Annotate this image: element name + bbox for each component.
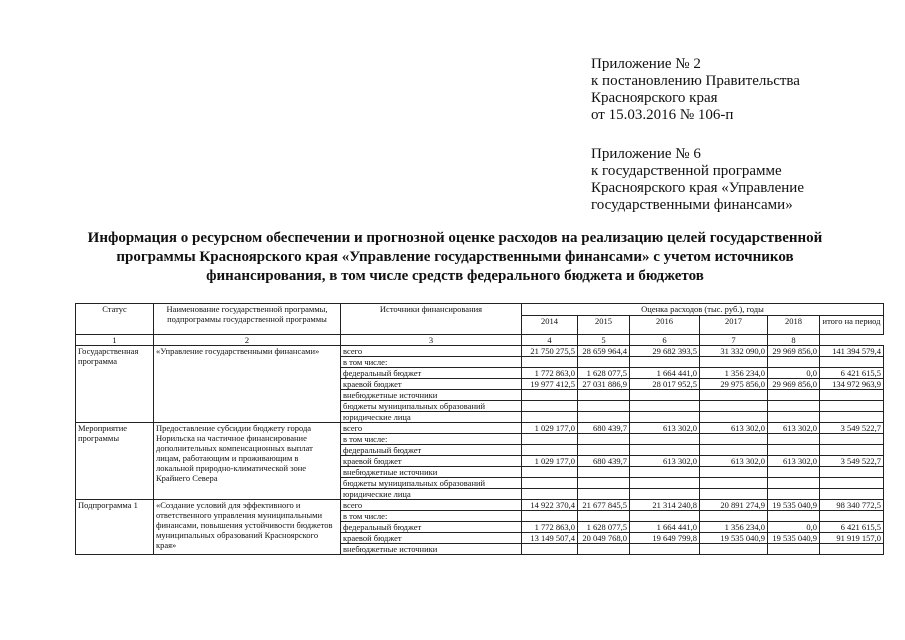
appendix-2-block [591, 56, 891, 124]
appendix-6-line: государственными финансами» [591, 197, 793, 213]
amount-cell [768, 401, 820, 412]
appendix-6-line: Приложение № 6 [591, 146, 701, 162]
total-cell: 141 394 579,4 [820, 346, 884, 357]
amount-cell [522, 401, 578, 412]
column-number: 2 [154, 335, 341, 346]
amount-cell: 21 750 275,5 [522, 346, 578, 357]
source-cell: всего [341, 423, 522, 434]
amount-cell: 613 302,0 [630, 456, 700, 467]
amount-cell [578, 467, 630, 478]
amount-cell [522, 489, 578, 500]
header-year-2018: 2018 [768, 316, 820, 335]
amount-cell: 0,0 [768, 522, 820, 533]
source-cell: в том числе: [341, 434, 522, 445]
header-status: Статус [76, 304, 154, 335]
amount-cell: 1 628 077,5 [578, 522, 630, 533]
amount-cell [630, 489, 700, 500]
amount-cell [630, 511, 700, 522]
amount-cell [630, 434, 700, 445]
amount-cell: 29 975 856,0 [700, 379, 768, 390]
total-cell [820, 478, 884, 489]
amount-cell [768, 478, 820, 489]
appendix-2-line: Красноярского края [591, 90, 718, 106]
source-cell: всего [341, 346, 522, 357]
amount-cell: 1 356 234,0 [700, 368, 768, 379]
amount-cell: 31 332 090,0 [700, 346, 768, 357]
amount-cell: 1 029 177,0 [522, 456, 578, 467]
amount-cell [578, 401, 630, 412]
amount-cell: 20 891 274,9 [700, 500, 768, 511]
source-cell: краевой бюджет [341, 533, 522, 544]
source-cell: краевой бюджет [341, 456, 522, 467]
amount-cell: 19 535 040,9 [768, 500, 820, 511]
total-cell [820, 357, 884, 368]
source-cell: внебюджетные источники [341, 390, 522, 401]
amount-cell: 19 535 040,9 [700, 533, 768, 544]
heading-line: финансирования, в том числе средств федерального бюджета и бюджетов [206, 268, 704, 284]
source-cell: всего [341, 500, 522, 511]
total-cell [820, 544, 884, 555]
total-cell: 6 421 615,5 [820, 522, 884, 533]
amount-cell [578, 544, 630, 555]
amount-cell: 27 031 886,9 [578, 379, 630, 390]
amount-cell [700, 390, 768, 401]
amount-cell [768, 544, 820, 555]
amount-cell [522, 434, 578, 445]
amount-cell [578, 412, 630, 423]
amount-cell: 14 922 370,4 [522, 500, 578, 511]
amount-cell [700, 489, 768, 500]
source-cell: юридические лица [341, 489, 522, 500]
column-number: 5 [578, 335, 630, 346]
amount-cell [630, 401, 700, 412]
total-cell [820, 445, 884, 456]
amount-cell: 1 664 441,0 [630, 368, 700, 379]
header-sources: Источники финансирования [341, 304, 522, 335]
amount-cell [768, 390, 820, 401]
appendix-2-line: от 15.03.2016 № 106-п [591, 107, 734, 123]
source-cell: бюджеты муниципальных образований [341, 478, 522, 489]
amount-cell: 1 664 441,0 [630, 522, 700, 533]
amount-cell: 21 677 845,5 [578, 500, 630, 511]
amount-cell [578, 489, 630, 500]
header-year-2015: 2015 [578, 316, 630, 335]
header-year-2014: 2014 [522, 316, 578, 335]
total-cell [820, 390, 884, 401]
document-heading [60, 229, 850, 286]
table-body [76, 304, 884, 555]
amount-cell [700, 434, 768, 445]
source-cell: юридические лица [341, 412, 522, 423]
total-cell: 134 972 963,9 [820, 379, 884, 390]
amount-cell: 613 302,0 [630, 423, 700, 434]
total-cell [820, 434, 884, 445]
header-year-2017: 2017 [700, 316, 768, 335]
amount-cell: 1 772 863,0 [522, 368, 578, 379]
amount-cell: 29 682 393,5 [630, 346, 700, 357]
source-cell: федеральный бюджет [341, 522, 522, 533]
amount-cell: 613 302,0 [768, 456, 820, 467]
total-cell [820, 401, 884, 412]
source-cell: краевой бюджет [341, 379, 522, 390]
amount-cell: 0,0 [768, 368, 820, 379]
total-cell [820, 489, 884, 500]
appendix-2-line: Приложение № 2 [591, 56, 701, 72]
status-cell: Мероприятие программы [76, 423, 154, 500]
amount-cell [630, 390, 700, 401]
appendix-2-line: к постановлению Правительства [591, 73, 800, 89]
amount-cell [630, 544, 700, 555]
amount-cell [578, 445, 630, 456]
amount-cell: 1 356 234,0 [700, 522, 768, 533]
header-estimate: Оценка расходов (тыс. руб.), годы [522, 304, 884, 316]
total-cell: 3 549 522,7 [820, 456, 884, 467]
source-cell: внебюджетные источники [341, 467, 522, 478]
amount-cell [768, 357, 820, 368]
heading-line: Информация о ресурсном обеспечении и прогнозной оценке расходов на реализацию целей государственной [87, 230, 823, 246]
amount-cell [700, 357, 768, 368]
header-total: итого на период [820, 316, 884, 335]
amount-cell [700, 478, 768, 489]
status-cell: Государственная программа [76, 346, 154, 423]
program-name-cell: Предоставление субсидии бюджету города Норильска на частичное финансирование дополнительных компенсационных выплат лицам, работающим и проживающим в локальной природно-климатической зоне Крайнего Севера [154, 423, 341, 500]
amount-cell [768, 434, 820, 445]
column-number: 4 [522, 335, 578, 346]
amount-cell [768, 467, 820, 478]
amount-cell: 613 302,0 [700, 456, 768, 467]
column-number: 1 [76, 335, 154, 346]
amount-cell: 613 302,0 [768, 423, 820, 434]
program-name-cell: «Управление государственными финансами» [154, 346, 341, 423]
amount-cell [522, 478, 578, 489]
amount-cell [578, 511, 630, 522]
amount-cell [700, 467, 768, 478]
amount-cell [522, 412, 578, 423]
column-number: 3 [341, 335, 522, 346]
amount-cell: 1 029 177,0 [522, 423, 578, 434]
total-cell: 3 549 522,7 [820, 423, 884, 434]
amount-cell [630, 412, 700, 423]
amount-cell: 28 017 952,5 [630, 379, 700, 390]
amount-cell [768, 412, 820, 423]
amount-cell [522, 544, 578, 555]
financing-table [75, 303, 884, 555]
amount-cell [768, 511, 820, 522]
amount-cell: 13 149 507,4 [522, 533, 578, 544]
amount-cell [700, 511, 768, 522]
total-cell: 6 421 615,5 [820, 368, 884, 379]
amount-cell [522, 511, 578, 522]
amount-cell [768, 489, 820, 500]
source-cell: федеральный бюджет [341, 368, 522, 379]
total-cell: 98 340 772,5 [820, 500, 884, 511]
amount-cell [630, 357, 700, 368]
header-program-name: Наименование государственной программы, подпрограммы государственной программы [154, 304, 341, 335]
table-row [76, 423, 884, 434]
column-number: 8 [768, 335, 820, 346]
source-cell: в том числе: [341, 357, 522, 368]
amount-cell: 29 969 856,0 [768, 346, 820, 357]
amount-cell [522, 357, 578, 368]
total-cell [820, 467, 884, 478]
amount-cell: 1 772 863,0 [522, 522, 578, 533]
appendix-6-block [591, 146, 891, 214]
amount-cell: 20 049 768,0 [578, 533, 630, 544]
amount-cell: 19 535 040,9 [768, 533, 820, 544]
source-cell: федеральный бюджет [341, 445, 522, 456]
source-cell: бюджеты муниципальных образований [341, 401, 522, 412]
amount-cell [700, 445, 768, 456]
amount-cell: 680 439,7 [578, 423, 630, 434]
amount-cell [522, 390, 578, 401]
amount-cell [700, 412, 768, 423]
amount-cell: 28 659 964,4 [578, 346, 630, 357]
header-row [76, 304, 884, 316]
amount-cell: 19 649 799,8 [630, 533, 700, 544]
amount-cell [700, 544, 768, 555]
table-row [76, 346, 884, 357]
amount-cell: 680 439,7 [578, 456, 630, 467]
header-year-2016: 2016 [630, 316, 700, 335]
amount-cell [522, 445, 578, 456]
amount-cell [578, 390, 630, 401]
amount-cell [700, 401, 768, 412]
amount-cell: 1 628 077,5 [578, 368, 630, 379]
amount-cell [522, 467, 578, 478]
amount-cell [578, 357, 630, 368]
total-cell [820, 412, 884, 423]
total-cell: 91 919 157,0 [820, 533, 884, 544]
column-number-row [76, 335, 884, 346]
total-cell [820, 511, 884, 522]
amount-cell [630, 467, 700, 478]
source-cell: внебюджетные источники [341, 544, 522, 555]
amount-cell [578, 478, 630, 489]
source-cell: в том числе: [341, 511, 522, 522]
amount-cell: 21 314 240,8 [630, 500, 700, 511]
amount-cell [578, 434, 630, 445]
column-number: 7 [700, 335, 768, 346]
amount-cell: 19 977 412,5 [522, 379, 578, 390]
amount-cell [768, 445, 820, 456]
program-name-cell: «Создание условий для эффективного и ответственного управления муниципальными финансами, повышения устойчивости бюджетов муниципальных образований Красноярского края» [154, 500, 341, 555]
amount-cell [630, 478, 700, 489]
amount-cell: 613 302,0 [700, 423, 768, 434]
appendix-6-line: Красноярского края «Управление [591, 180, 804, 196]
heading-line: программы Красноярского края «Управление государственными финансами» с учетом источников [116, 249, 794, 265]
appendix-6-line: к государственной программе [591, 163, 782, 179]
status-cell: Подпрограмма 1 [76, 500, 154, 555]
table-row [76, 500, 884, 511]
column-number: 6 [630, 335, 700, 346]
amount-cell [630, 445, 700, 456]
amount-cell: 29 969 856,0 [768, 379, 820, 390]
